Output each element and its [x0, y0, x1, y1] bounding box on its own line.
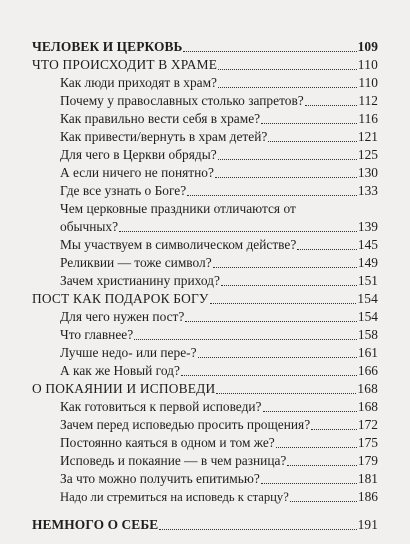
toc-item-title: Как правильно вести себя в храме?: [60, 111, 261, 126]
toc-item-entry[interactable]: [32, 272, 378, 290]
toc-section-entry[interactable]: [32, 56, 378, 74]
dot-leader: [159, 528, 356, 530]
dot-leader: [134, 338, 357, 340]
dot-leader: [187, 194, 357, 196]
toc-chapter-entry[interactable]: [32, 516, 378, 534]
toc-page-number: 151: [357, 273, 378, 288]
toc-item-title-line2: обычных?: [60, 219, 119, 234]
toc-item-entry[interactable]: [32, 344, 378, 362]
toc-page-number: 110: [358, 75, 378, 90]
toc-item-entry[interactable]: [32, 326, 378, 344]
toc-item-title: Надо ли стремиться на исповедь к старцу?: [60, 490, 289, 504]
toc-page-number: 175: [357, 435, 378, 450]
toc-item-title: Для чего в Церкви обряды?: [60, 147, 217, 162]
toc-item-entry[interactable]: [32, 236, 378, 254]
toc-item-entry[interactable]: [32, 254, 378, 272]
dot-leader: [183, 50, 356, 52]
toc-item-title: Зачем перед исповедью просить прощения?: [60, 417, 311, 432]
toc-page-number: 139: [357, 219, 378, 234]
toc-page-number: 133: [357, 183, 378, 198]
toc-page-number: 186: [357, 489, 378, 504]
dot-leader: [311, 428, 357, 430]
toc-item-entry[interactable]: [32, 164, 378, 182]
toc-item-entry[interactable]: [32, 92, 378, 110]
toc-chapter-entry[interactable]: [32, 38, 378, 56]
toc-page-number: 168: [357, 399, 378, 414]
toc-page-number: 158: [357, 327, 378, 342]
toc-page-number: 168: [357, 381, 378, 396]
toc-page-number: 149: [357, 255, 378, 270]
dot-leader: [216, 392, 356, 394]
toc-page-number: 109: [357, 39, 378, 54]
dot-leader: [290, 500, 357, 502]
toc-page-number: 161: [357, 345, 378, 360]
dot-leader: [297, 248, 357, 250]
toc-item-entry[interactable]: [32, 74, 378, 92]
dot-leader: [218, 86, 357, 88]
dot-leader: [215, 176, 357, 178]
dot-leader: [263, 410, 357, 412]
toc-section-entry[interactable]: [32, 290, 378, 308]
toc-item-entry[interactable]: [32, 488, 378, 506]
toc-item-title: Как привести/вернуть в храм детей?: [60, 129, 268, 144]
toc-page-number: 145: [357, 237, 378, 252]
dot-leader: [210, 302, 357, 304]
toc-page-number: 130: [357, 165, 378, 180]
toc-item-title: Постоянно каяться в одном и том же?: [60, 435, 275, 450]
toc-item-title: А если ничего не понятно?: [60, 165, 214, 180]
toc-item-title: Как готовиться к первой исповеди?: [60, 399, 262, 414]
toc-item-title: А как же Новый год?: [60, 363, 180, 378]
toc-item-title: За что можно получить епитимью?: [60, 471, 260, 486]
toc-chapter-title: НЕМНОГО О СЕБЕ: [32, 517, 159, 532]
table-of-contents: [32, 38, 378, 534]
toc-item-title: Зачем христианину приход?: [60, 273, 220, 288]
toc-page-number: 154: [357, 309, 378, 324]
dot-leader: [213, 266, 357, 268]
toc-item-title: Исповедь и покаяние — в чем разница?: [60, 453, 287, 468]
toc-section-title: ЧТО ПРОИСХОДИТ В ХРАМЕ: [32, 57, 218, 72]
toc-page-number: 181: [357, 471, 378, 486]
dot-leader: [221, 284, 357, 286]
dot-leader: [305, 104, 358, 106]
toc-item-title-line1: Чем церковные праздники отличаются от: [60, 201, 296, 216]
toc-page-number: 191: [357, 517, 378, 532]
toc-page-number: 166: [357, 363, 378, 378]
toc-item-entry[interactable]: [32, 434, 378, 452]
toc-page-number: 112: [358, 93, 378, 108]
dot-leader: [181, 374, 357, 376]
toc-page-number: 154: [357, 291, 378, 306]
toc-item-entry[interactable]: [32, 200, 378, 236]
toc-section-title: О ПОКАЯНИИ И ИСПОВЕДИ: [32, 381, 216, 396]
toc-item-title: Где все узнать о Боге?: [60, 183, 187, 198]
toc-page-number: 179: [357, 453, 378, 468]
toc-item-title: Мы участвуем в символическом действе?: [60, 237, 297, 252]
dot-leader: [276, 446, 357, 448]
toc-item-title: Что главнее?: [60, 327, 134, 342]
toc-item-entry[interactable]: [32, 398, 378, 416]
toc-chapter-title: ЧЕЛОВЕК И ЦЕРКОВЬ: [32, 39, 183, 54]
dot-leader: [218, 68, 357, 70]
dot-leader: [119, 230, 357, 232]
dot-leader: [287, 464, 357, 466]
toc-page-number: 121: [357, 129, 378, 144]
toc-item-title: Реликвии — тоже символ?: [60, 255, 212, 270]
toc-item-entry[interactable]: [32, 452, 378, 470]
toc-page-number: 110: [357, 57, 378, 72]
toc-item-entry[interactable]: [32, 128, 378, 146]
toc-section-entry[interactable]: [32, 380, 378, 398]
toc-item-title: Лучше недо- или пере-?: [60, 345, 197, 360]
toc-item-entry[interactable]: [32, 470, 378, 488]
dot-leader: [198, 356, 357, 358]
dot-leader: [261, 122, 357, 124]
toc-item-title: Почему у православных столько запретов?: [60, 93, 304, 108]
toc-page-number: 116: [358, 111, 378, 126]
toc-item-entry[interactable]: [32, 362, 378, 380]
toc-item-entry[interactable]: [32, 182, 378, 200]
toc-page-number: 172: [357, 417, 378, 432]
toc-item-entry[interactable]: [32, 308, 378, 326]
toc-section-title: ПОСТ КАК ПОДАРОК БОГУ: [32, 291, 209, 306]
toc-page-number: 125: [357, 147, 378, 162]
dot-leader: [261, 482, 357, 484]
toc-item-title: Для чего нужен пост?: [60, 309, 185, 324]
dot-leader: [185, 320, 357, 322]
dot-leader: [218, 158, 357, 160]
toc-item-entry[interactable]: [32, 146, 378, 164]
toc-item-entry[interactable]: [32, 110, 378, 128]
dot-leader: [268, 140, 357, 142]
toc-item-title: Как люди приходят в храм?: [60, 75, 217, 90]
toc-item-entry[interactable]: [32, 416, 378, 434]
